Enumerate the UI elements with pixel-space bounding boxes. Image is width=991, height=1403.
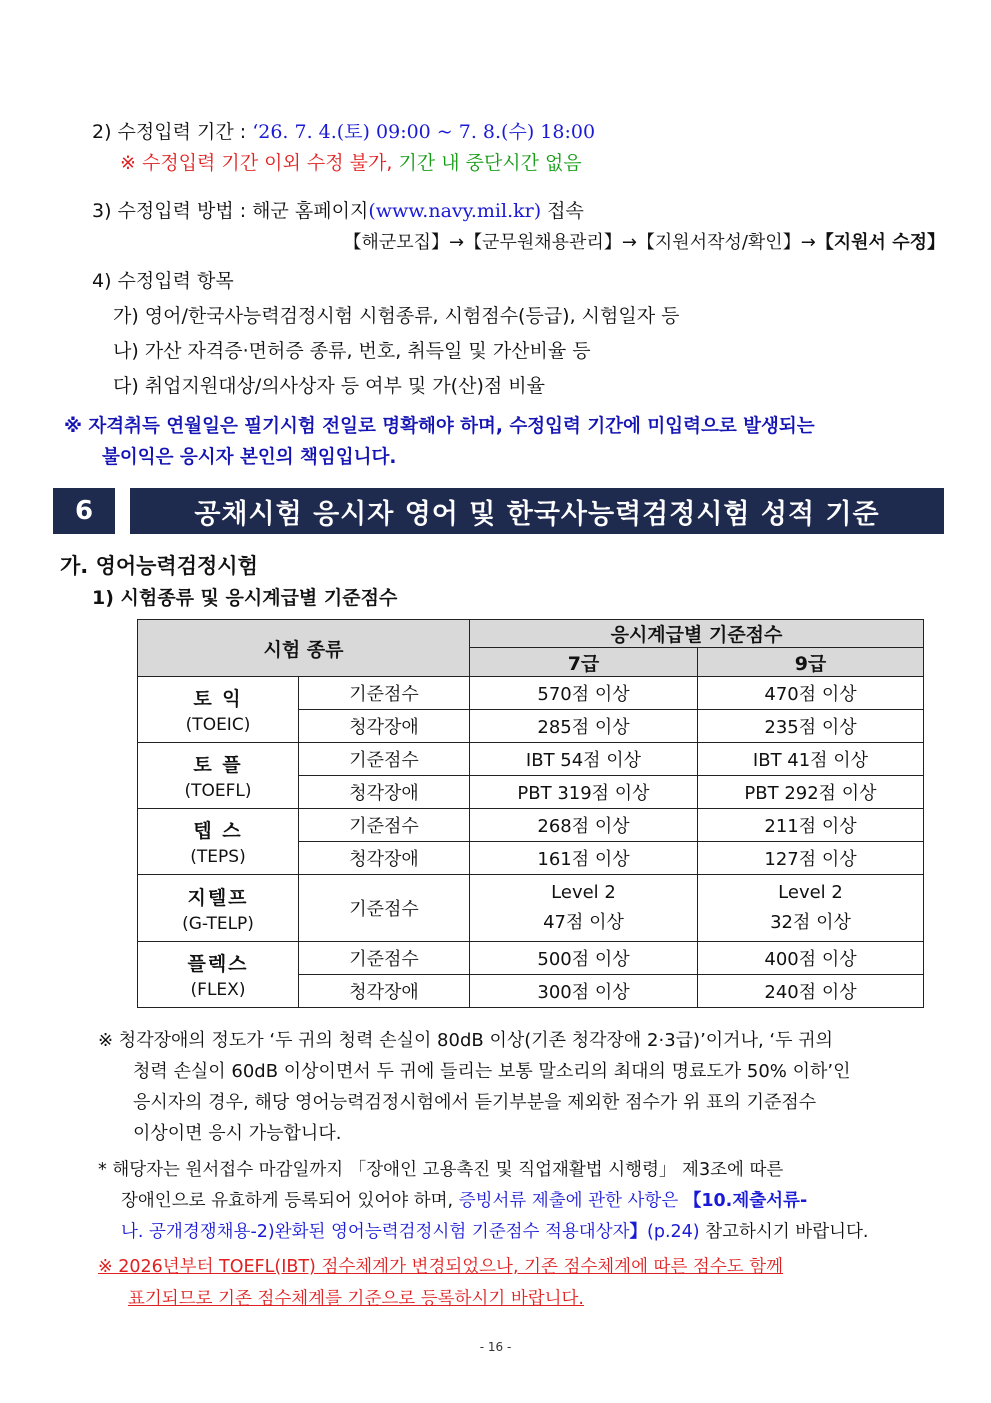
note2-line3-b: 】: [629, 1222, 648, 1242]
note2-line3-a: 나. 공개경쟁채용-2)완화된 영어능력검정시험 기준점수 적용대상자: [121, 1222, 630, 1242]
page-number: - 16 -: [479, 1340, 512, 1354]
note2-line2-b: 증빙서류 제출에 관한 사항은: [458, 1191, 679, 1211]
exam-name-cell: [138, 743, 299, 809]
note3-line2: 표기되므로 기존 점수체계를 기준으로 등록하시기 바랍니다.: [128, 1289, 584, 1309]
note2-line3-c: (p.24): [647, 1222, 700, 1242]
exam-name-ko: 플렉스: [187, 953, 249, 975]
score-kind: 청각장애: [299, 776, 470, 809]
score-kind: 기준점수: [299, 677, 470, 710]
warning-line2: 불이익은 응시자 본인의 책임입니다.: [102, 447, 397, 468]
score-g7: [470, 875, 698, 942]
note1-line4: 이상이면 응시 가능합니다.: [133, 1123, 342, 1144]
score-g9: 235점 이상: [698, 710, 924, 743]
item2-note-green: 기간 내 중단시간 없음: [398, 152, 582, 174]
score-kind: 기준점수: [299, 942, 470, 975]
note2-line2-c: 【10.제출서류-: [683, 1191, 808, 1211]
score-kind: 청각장애: [299, 710, 470, 743]
exam-name-cell: [138, 677, 299, 743]
score-kind: 청각장애: [299, 975, 470, 1008]
score-g7: 285점 이상: [470, 710, 698, 743]
item2-label: 2) 수정입력 기간 :: [92, 121, 247, 143]
note3-line1: ※ 2026년부터 TOEFL(IBT) 점수체계가 변경되었으나, 기존 점수체계에 따른 점수도 함께: [98, 1257, 784, 1277]
item2-period: ‘26. 7. 4.(토) 09:00 ~ 7. 8.(수) 18:00: [252, 121, 596, 143]
item2-line: [92, 117, 595, 144]
score-g7: 161점 이상: [470, 842, 698, 875]
score-kind: 기준점수: [299, 809, 470, 842]
item3-label: 3) 수정입력 방법 : 해군 홈페이지: [92, 200, 369, 222]
exam-name-ko: 토 플: [193, 754, 243, 776]
score-kind: 기준점수: [299, 743, 470, 776]
score-g7: 570점 이상: [470, 677, 698, 710]
score-g7: PBT 319점 이상: [470, 776, 698, 809]
exam-name-en: (FLEX): [190, 980, 246, 1000]
subsection-sub1: 1) 시험종류 및 응시계급별 기준점수: [92, 587, 398, 609]
table-row: [138, 809, 924, 842]
exam-name-ko: 텝 스: [193, 820, 243, 842]
note2-line1: * 해당자는 원서접수 마감일까지 「장애인 고용촉진 및 직업재활법 시행령」 제3조에 따른: [98, 1160, 784, 1180]
item2-note: [120, 148, 582, 175]
section-title: 공채시험 응시자 영어 및 한국사능력검정시험 성적 기준: [130, 488, 944, 534]
score-table: [137, 619, 924, 1008]
score-g9: IBT 41점 이상: [698, 743, 924, 776]
item3-path-last: 【지원서 수정】: [815, 232, 945, 253]
score-g7: 300점 이상: [470, 975, 698, 1008]
score-g9-points: 32점 이상: [770, 912, 851, 933]
score-g9: 470점 이상: [698, 677, 924, 710]
item4-b: 나) 가산 자격증·면허증 종류, 번호, 취득일 및 가산비율 등: [113, 340, 591, 362]
exam-name-en: (TEPS): [190, 847, 246, 867]
note1-line2: 청력 손실이 60dB 이상이면서 두 귀에 들리는 보통 말소리의 최대의 명료도가 50% 이하’인: [133, 1061, 851, 1082]
note2-line2-a: 장애인으로 유효하게 등록되어 있어야 하며,: [121, 1191, 454, 1211]
item4-label: 4) 수정입력 항목: [92, 270, 234, 292]
table-row: [138, 875, 924, 942]
score-g9: PBT 292점 이상: [698, 776, 924, 809]
note1-line1: ※ 청각장애의 정도가 ‘두 귀의 청력 손실이 80dB 이상(기존 청각장애 2·3급)’이거나, ‘두 귀의: [98, 1030, 834, 1051]
exam-name-en: (G-TELP): [182, 913, 254, 934]
exam-name-cell: [138, 942, 299, 1008]
score-g7: 500점 이상: [470, 942, 698, 975]
score-g7-points: 47점 이상: [543, 912, 624, 933]
score-g7: IBT 54점 이상: [470, 743, 698, 776]
item4-c: 다) 취업지원대상/의사상자 등 여부 및 가(산)점 비율: [113, 375, 545, 397]
warning-line1: ※ 자격취득 연월일은 필기시험 전일로 명확해야 하며, 수정입력 기간에 미입력으로 발생되는: [64, 416, 815, 437]
exam-name-en: (TOEFL): [184, 781, 252, 801]
item3-path-text: 【해군모집】→【군무원채용관리】→【지원서작성/확인】→: [343, 232, 816, 253]
table-row: [138, 942, 924, 975]
table-row: [138, 677, 924, 710]
note1-line3: 응시자의 경우, 해당 영어능력검정시험에서 듣기부분을 제외한 점수가 위 표의 기준점수: [133, 1092, 817, 1113]
score-g9: 240점 이상: [698, 975, 924, 1008]
item3-line: [92, 196, 584, 223]
item3-url[interactable]: (www.navy.mil.kr): [368, 200, 542, 222]
header-grade7: 7급: [470, 648, 698, 677]
exam-name-cell: [138, 875, 299, 942]
exam-name-ko: 지텔프: [187, 886, 249, 909]
score-g9: [698, 875, 924, 942]
exam-name-ko: 토 익: [193, 688, 243, 710]
header-exam-type: 시험 종류: [138, 620, 470, 677]
note2-line3: [121, 1218, 868, 1243]
exam-name-en: (TOEIC): [185, 715, 251, 735]
score-kind: 기준점수: [299, 875, 470, 942]
score-g9: 400점 이상: [698, 942, 924, 975]
exam-name-cell: [138, 809, 299, 875]
score-kind: 청각장애: [299, 842, 470, 875]
score-g9-level: Level 2: [778, 882, 843, 903]
item3-suffix: 접속: [547, 200, 584, 222]
table-row: [138, 743, 924, 776]
score-g9: 211점 이상: [698, 809, 924, 842]
item3-path: [343, 228, 945, 254]
section-number: 6: [53, 488, 115, 534]
table-header-row: [138, 620, 924, 648]
item2-note-red: ※ 수정입력 기간 이외 수정 불가,: [120, 152, 393, 174]
score-g9: 127점 이상: [698, 842, 924, 875]
note2-line3-d: 참고하시기 바랍니다.: [699, 1222, 869, 1242]
item4-a: 가) 영어/한국사능력검정시험 시험종류, 시험점수(등급), 시험일자 등: [113, 305, 680, 327]
subsection-title: 가. 영어능력검정시험: [60, 554, 258, 578]
score-g7-level: Level 2: [551, 882, 616, 903]
header-scores: 응시계급별 기준점수: [470, 620, 924, 648]
score-g7: 268점 이상: [470, 809, 698, 842]
header-grade9: 9급: [698, 648, 924, 677]
note2-line2: [121, 1187, 807, 1212]
